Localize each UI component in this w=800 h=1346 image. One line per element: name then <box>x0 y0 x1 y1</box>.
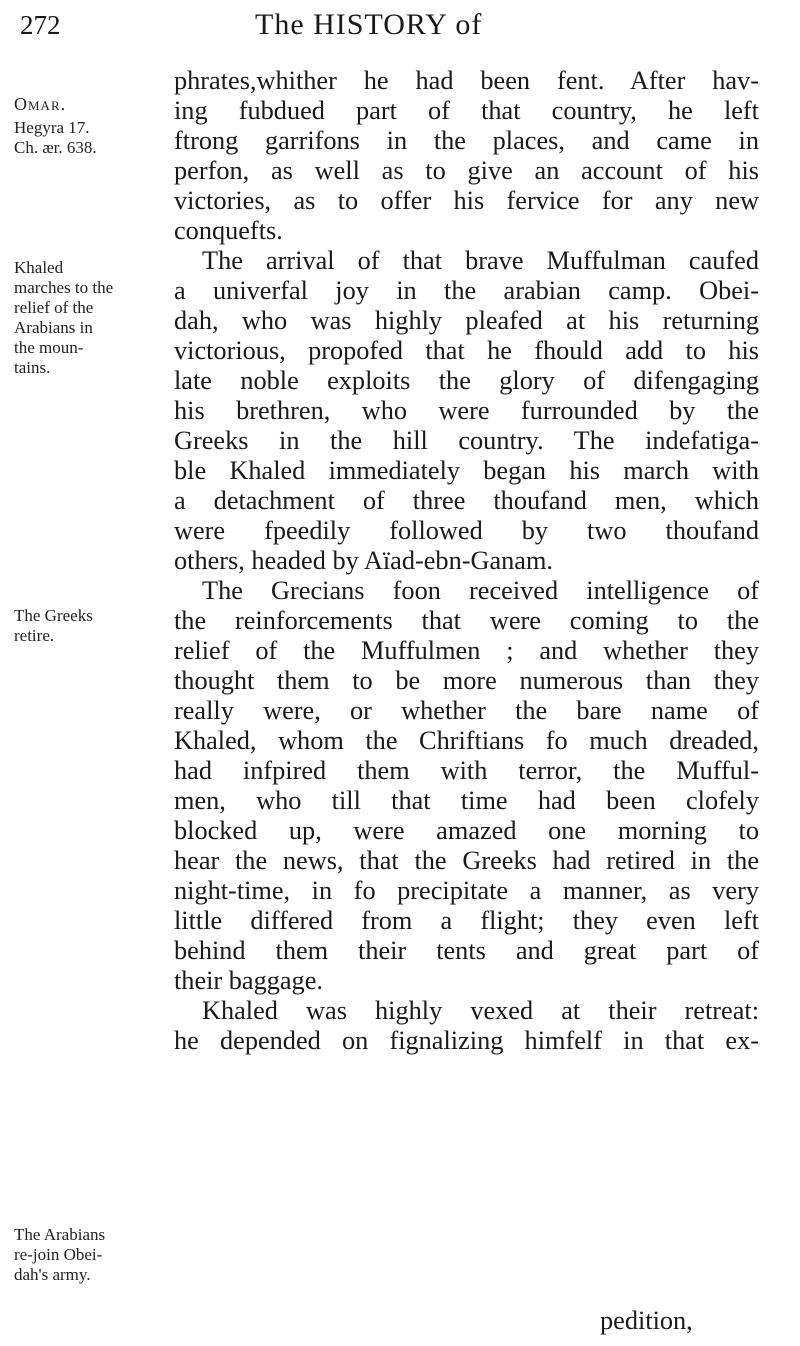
margin-chaer: Ch. ær. 638. <box>14 138 97 157</box>
margin-note-chaer <box>14 138 164 158</box>
text-line: really were, or whether the bare name of <box>174 696 759 725</box>
text-line: little differed from a flight; they even left <box>174 906 759 935</box>
text-line: late noble exploits the glory of difengaging <box>174 366 759 395</box>
text-line: men, who till that time had been clofely <box>174 786 759 815</box>
text-line: behind them their tents and great part of <box>174 936 759 965</box>
text-line: a univerfal joy in the arabian camp. Obei- <box>174 276 759 305</box>
text-line: The Grecians foon received intelligence of <box>202 576 759 605</box>
margin-khaled-line: tains. <box>14 358 51 377</box>
text-line: a detachment of three thoufand men, which <box>174 486 759 515</box>
margin-arabians-line: The Arabians <box>14 1225 106 1244</box>
margin-hegyra: Hegyra 17. <box>14 118 90 137</box>
text-line: ing fubdued part of that country, he left <box>174 96 759 125</box>
text-line: Khaled, whom the Chriftians fo much dreaded, <box>174 726 759 755</box>
text-line: had infpired them with terror, the Mufful- <box>174 756 759 785</box>
text-line: ble Khaled immediately began his march with <box>174 456 759 485</box>
text-line: victories, as to offer his fervice for any new <box>174 186 759 215</box>
text-line: perfon, as well as to give an account of his <box>174 156 759 185</box>
text-line: thought them to be more numerous than they <box>174 666 759 695</box>
text-line: hear the news, that the Greeks had retired in the <box>174 846 759 875</box>
page-header <box>20 6 780 66</box>
margin-khaled-line: marches to the <box>14 278 114 297</box>
text-line: Khaled was highly vexed at their retreat: <box>202 996 759 1025</box>
page-number: 272 <box>20 10 61 40</box>
text-line: his brethren, who were furrounded by the <box>174 396 759 425</box>
text-line: blocked up, were amazed one morning to <box>174 816 759 845</box>
margin-greeks-line: retire. <box>14 626 55 645</box>
running-title: The HISTORY of <box>255 8 483 41</box>
margin-khaled-line: Arabians in <box>14 318 93 337</box>
text-line: Greeks in the hill country. The indefatiga- <box>174 426 759 455</box>
text-line: he depended on fignalizing himfelf in that ex- <box>174 1026 759 1055</box>
margin-note-hegyra <box>14 118 164 138</box>
margin-arabians-line: re-join Obei- <box>14 1245 103 1264</box>
margin-note-omar <box>14 94 164 115</box>
margin-omar: Omar. <box>14 94 67 114</box>
margin-greeks-line: The Greeks <box>14 606 93 625</box>
catchword: pedition, <box>600 1306 693 1335</box>
margin-khaled-line: Khaled <box>14 258 64 277</box>
text-line: ftrong garrifons in the places, and came in <box>174 126 759 155</box>
text-line: their baggage. <box>174 966 323 995</box>
text-line: others, headed by Aïad-ebn-Ganam. <box>174 546 553 575</box>
text-line: conquefts. <box>174 216 283 245</box>
text-line: phrates,whither he had been fent. After hav- <box>174 66 759 95</box>
text-line: night-time, in fo precipitate a manner, as very <box>174 876 759 905</box>
text-line: relief of the Muffulmen ; and whether they <box>174 636 759 665</box>
text-line: dah, who was highly pleafed at his returning <box>174 306 759 335</box>
text-line: the reinforcements that were coming to the <box>174 606 759 635</box>
text-line: victorious, propofed that he fhould add to his <box>174 336 759 365</box>
text-line: The arrival of that brave Muffulman caufed <box>202 246 759 275</box>
margin-note-khaled <box>14 258 164 378</box>
text-line: were fpeedily followed by two thoufand <box>174 516 759 545</box>
margin-khaled-line: the moun- <box>14 338 84 357</box>
margin-note-arabians <box>14 1225 164 1285</box>
margin-khaled-line: relief of the <box>14 298 94 317</box>
margin-arabians-line: dah's army. <box>14 1265 91 1284</box>
body-text <box>174 66 759 1056</box>
margin-note-greeks <box>14 606 164 646</box>
